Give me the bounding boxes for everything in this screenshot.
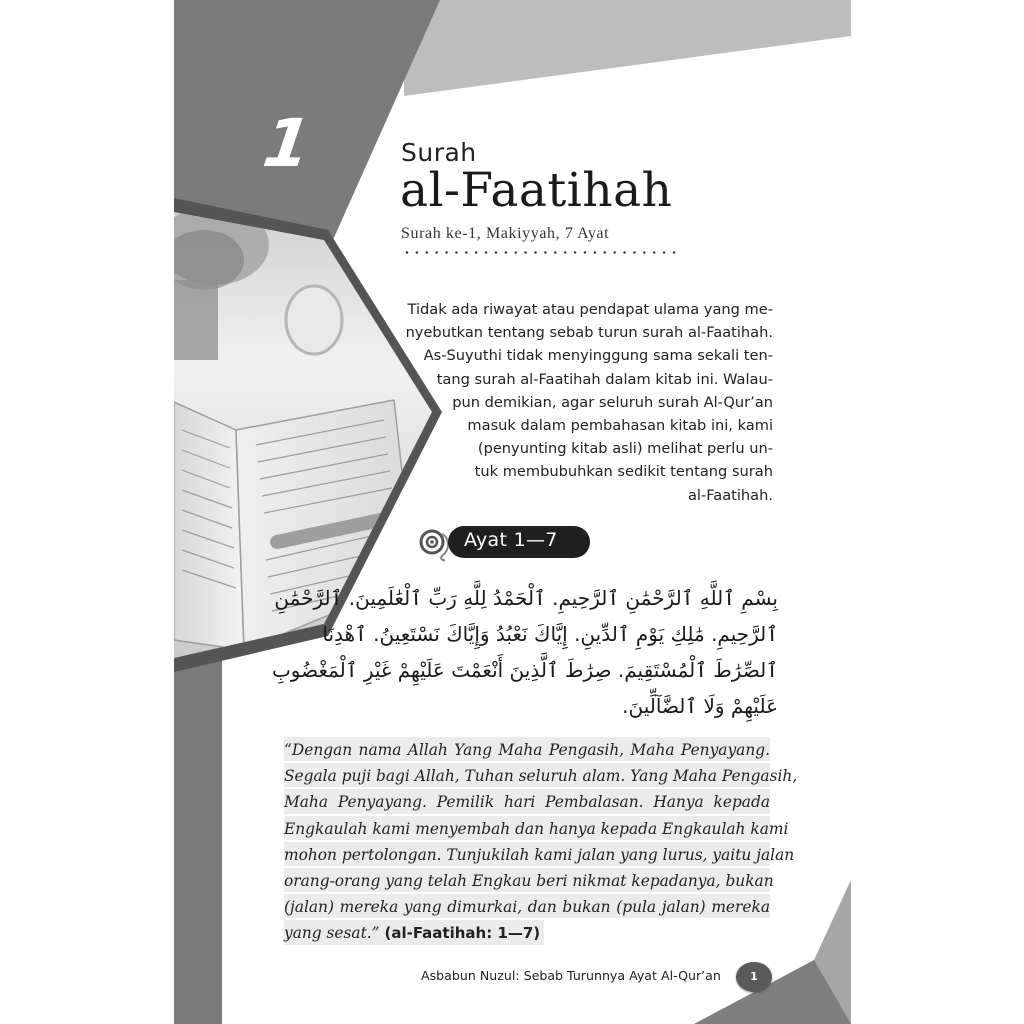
ayat-label: Ayat 1—7 — [464, 529, 558, 551]
intro-line: masuk dalam pembahasan kitab ini, kami — [467, 417, 773, 435]
translation-line: orang-orang yang telah Engkau beri nikmat kepadanya, bukan — [284, 868, 770, 892]
translation-line: Engkaulah kami menyembah dan hanya kepada Engkaulah kami — [284, 816, 770, 840]
intro-line: tang surah al-Faatihah dalam kitab ini. Walau- — [436, 370, 773, 388]
translation-line: “Dengan nama Allah Yang Maha Pengasih, Maha Penyayang. — [284, 737, 770, 761]
surah-title: al-Faatihah — [400, 163, 673, 218]
intro-line: al-Faatihah. — [687, 486, 773, 504]
intro-line: (penyunting kitab asli) melihat perlu un- — [477, 440, 773, 458]
top-light-band — [404, 0, 851, 96]
swirl-ornament-icon — [418, 528, 452, 562]
intro-line: tuk membubuhkan sedikit tentang surah — [474, 463, 773, 481]
arabic-line: ٱلرَّحِيمِ. مَٰلِكِ يَوْمِ ٱلدِّينِ. إِيَّاكَ نَعْبُدُ وَإِيَّاكَ نَسْتَعِينُ. ٱهْدِنَا — [322, 622, 778, 646]
left-dark-strip — [174, 640, 222, 1024]
translation-line: mohon pertolongan. Tunjukilah kami jalan yang lurus, yaitu jalan — [284, 842, 770, 866]
translation-line: Maha Penyayang. Pemilik hari Pembalasan. Hanya kepada — [284, 789, 770, 813]
translation-line-end: yang sesat.” — [284, 924, 380, 943]
translation-last-line — [284, 920, 544, 944]
surah-subtitle: Surah ke-1, Makiyyah, 7 Ayat — [401, 225, 610, 242]
translation-line: Segala puji bagi Allah, Tuhan seluruh alam. Yang Maha Pengasih, — [284, 763, 770, 787]
translation-quote — [284, 737, 798, 947]
arabic-line: ٱلصِّرَٰطَ ٱلْمُسْتَقِيمَ. صِرَٰطَ ٱلَّذِينَ أَنْعَمْتَ عَلَيْهِمْ غَيْرِ ٱلْمَغْضُوبِ — [271, 658, 778, 682]
intro-paragraph — [373, 298, 773, 507]
page-number-badge: 1 — [736, 962, 772, 992]
verse-reference: (al-Faatihah: 1—7) — [384, 924, 541, 943]
dotted-divider — [402, 251, 680, 254]
book-page — [174, 0, 851, 1024]
intro-line: nyebutkan tentang sebab turun surah al-Faatihah. — [405, 324, 773, 342]
intro-line: pun demikian, agar seluruh surah Al-Qur’an — [452, 393, 773, 411]
chapter-number: 1 — [258, 105, 316, 182]
arabic-verses — [271, 580, 778, 724]
arabic-line: بِسْمِ ٱللَّهِ ٱلرَّحْمَٰنِ ٱلرَّحِيمِ. ٱلْحَمْدُ لِلَّهِ رَبِّ ٱلْعَٰلَمِينَ. ٱلرَّحْمَٰنِ — [274, 586, 778, 610]
intro-line: As-Suyuthi tidak menyinggung sama sekali ten- — [423, 347, 773, 365]
ayat-section-badge — [418, 526, 590, 558]
footer-book-title: Asbabun Nuzul: Sebab Turunnya Ayat Al-Qur’an — [421, 968, 721, 983]
arabic-line: عَلَيْهِمْ وَلَا ٱلضَّآلِّينَ. — [622, 694, 778, 718]
intro-line: Tidak ada riwayat atau pendapat ulama yang me- — [407, 301, 773, 318]
surah-label: Surah — [401, 138, 477, 167]
translation-line: (jalan) mereka yang dimurkai, dan bukan (pula jalan) mereka — [284, 894, 770, 918]
